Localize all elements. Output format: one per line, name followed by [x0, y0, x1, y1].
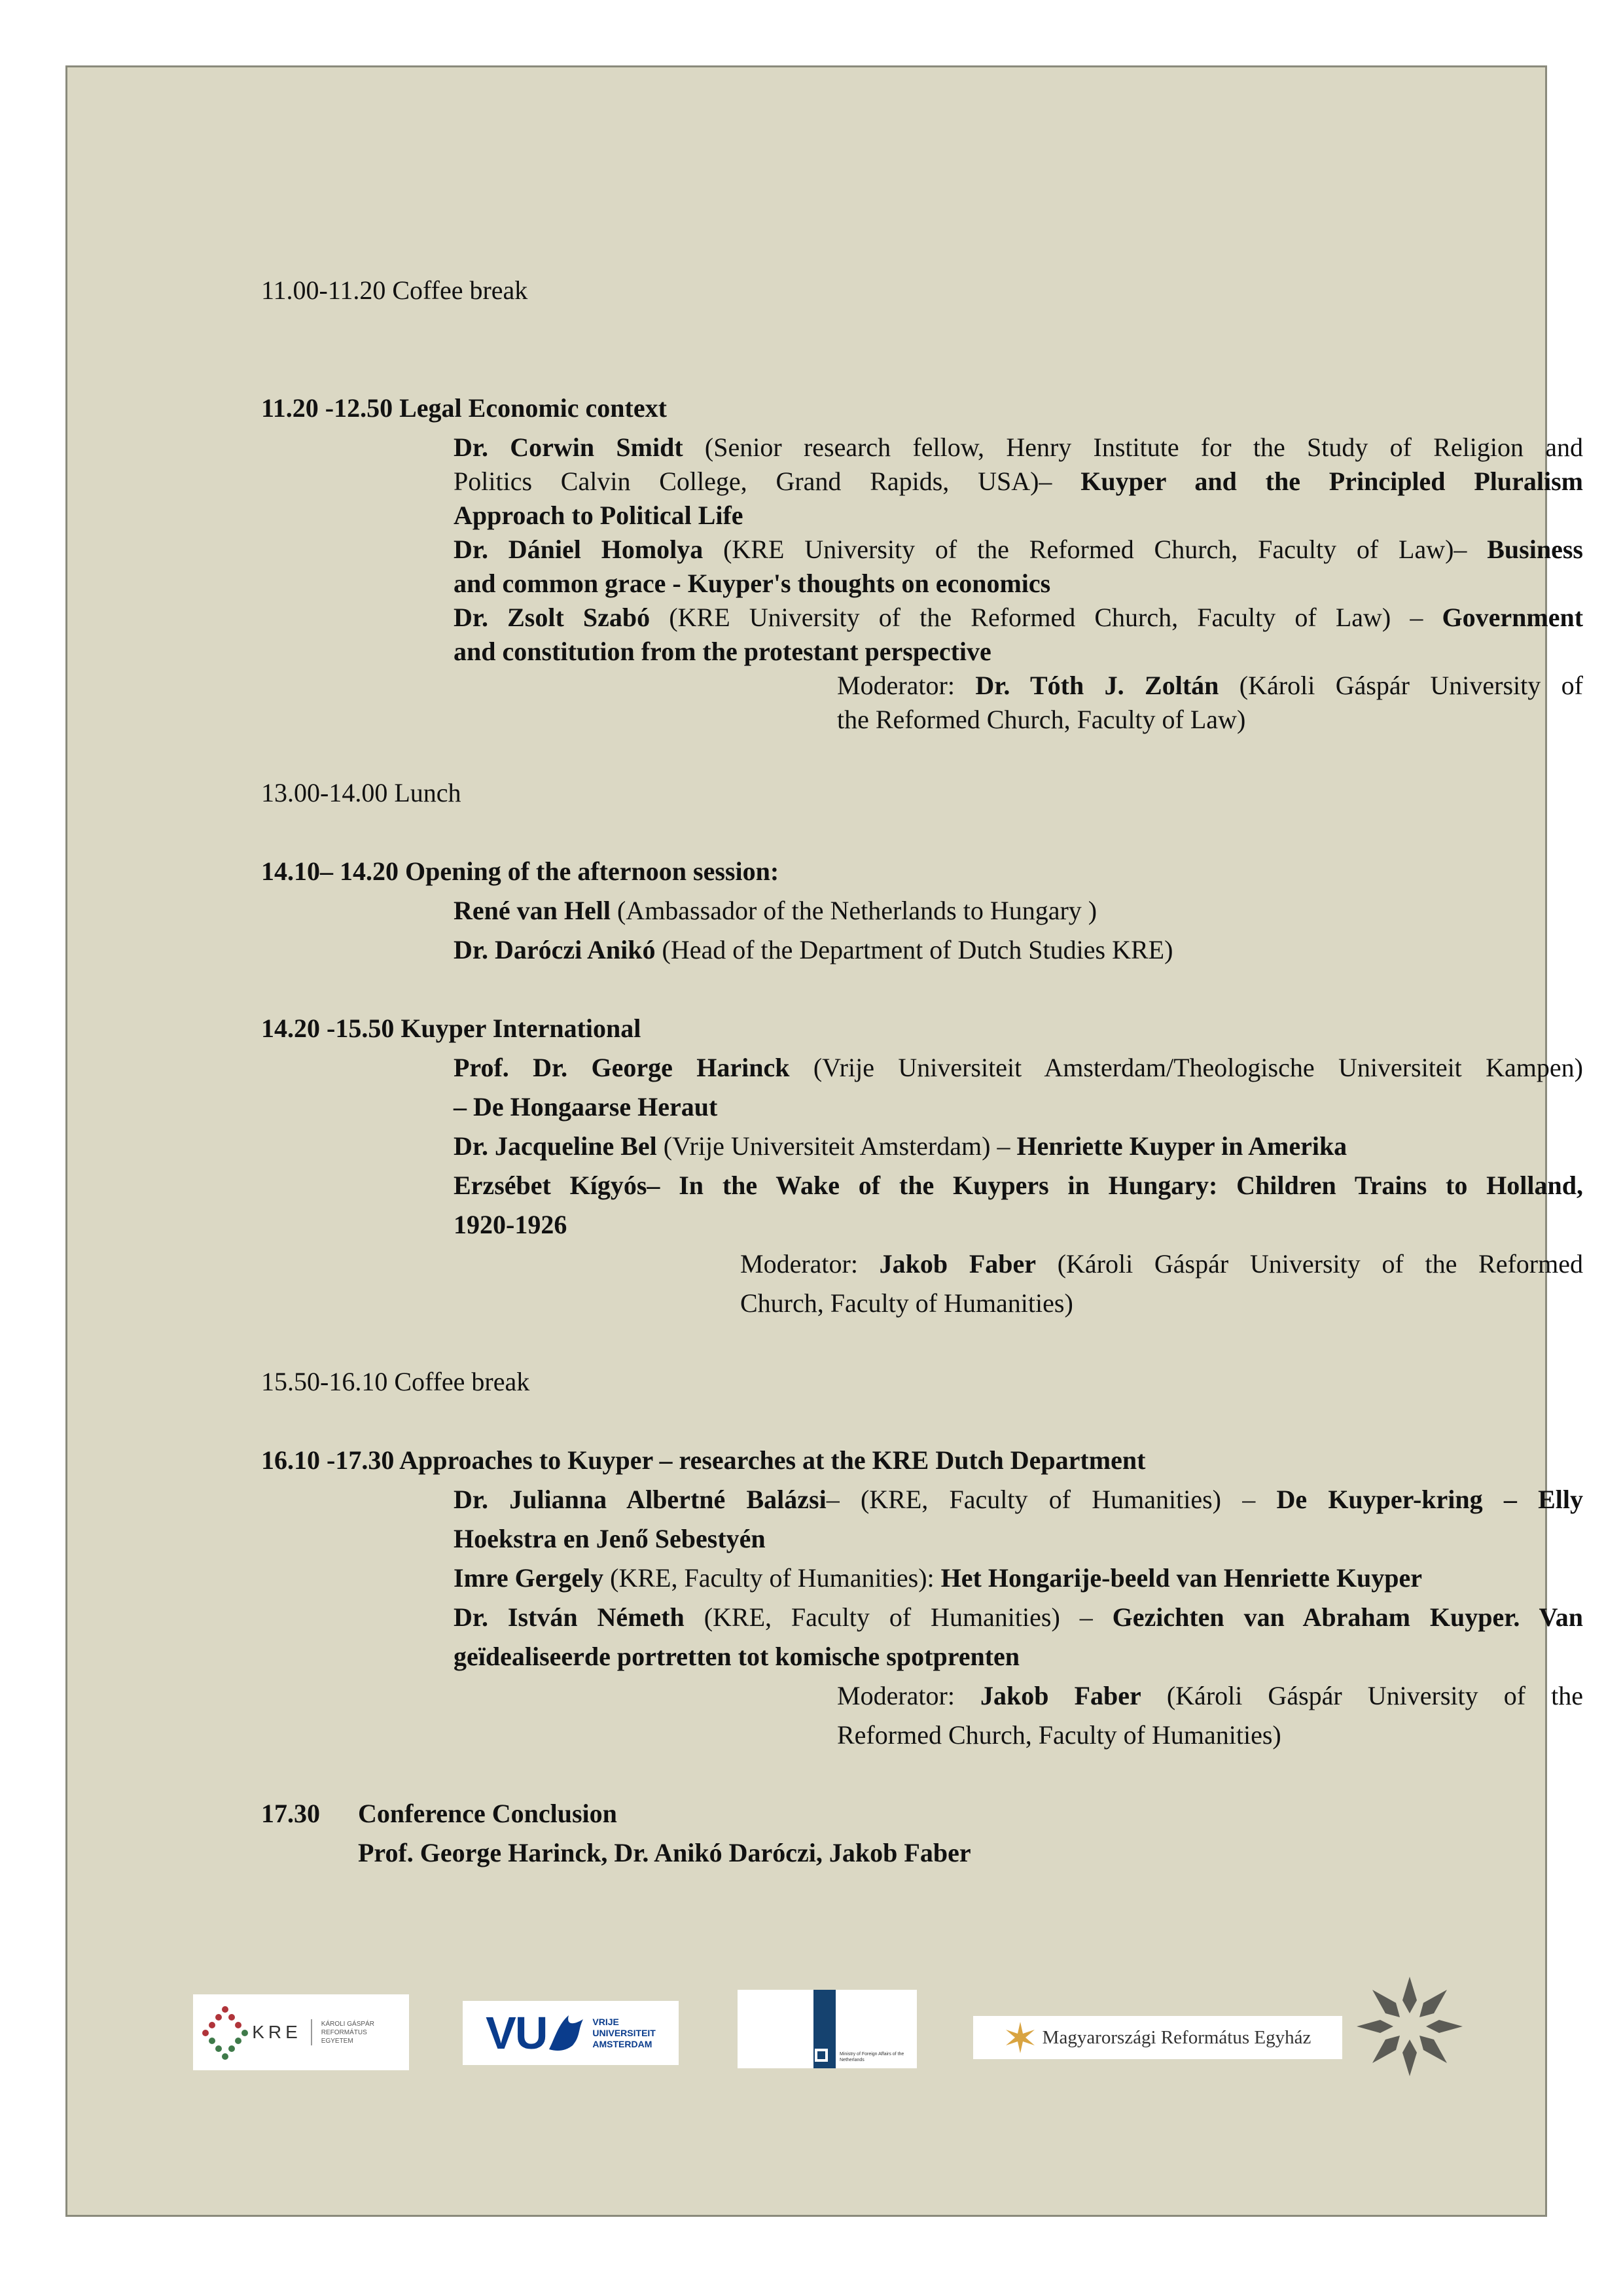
speaker-affiliation: (Ambassador of the Netherlands to Hungary )	[610, 896, 1097, 925]
talk-title: and common grace - Kuyper's thoughts on economics	[454, 569, 1051, 598]
moderator-affiliation: (Károli Gáspár University of the	[1141, 1681, 1583, 1710]
speaker-name: Dr. Daróczi Anikó	[454, 935, 656, 964]
speaker-affiliation: (Vrije Universiteit Amsterdam) –	[656, 1131, 1017, 1161]
crest-icon	[812, 2046, 830, 2064]
speaker-line	[454, 1129, 1347, 1163]
speaker-affiliation: – (KRE, Faculty of Humanities) –	[826, 1485, 1277, 1514]
talk-title: – De Hongaarse Heraut	[454, 1092, 718, 1122]
session-time: 15.50-16.10	[261, 1367, 388, 1396]
talk-title: Approach to Political Life	[454, 501, 743, 530]
ministry-logo	[738, 1990, 917, 2068]
speaker-name: Prof. Dr. George Harinck	[454, 1053, 790, 1082]
moderator-line	[740, 1247, 1583, 1281]
logo-divider	[311, 2019, 312, 2045]
speaker-name: René van Hell	[454, 896, 611, 925]
talk-title: Hoekstra en Jenő Sebestyén	[454, 1524, 766, 1553]
speaker-name: Imre Gergely	[454, 1563, 604, 1593]
kre-logo	[193, 1994, 409, 2070]
session-title: Conference Conclusion	[358, 1799, 617, 1828]
speaker-name: Dr. Dániel Homolya	[454, 535, 704, 564]
speaker-line: Erzsébet Kígyós– In the Wake of the Kuypers in Hungary: Children Trains to Holland,	[454, 1171, 1583, 1200]
moderator-affiliation: Church, Faculty of Humanities)	[740, 1288, 1073, 1318]
session-coffee-break-1	[261, 274, 527, 308]
speaker-line	[454, 465, 1583, 499]
vu-text-line: VRIJE	[592, 2016, 619, 2027]
speaker-affiliation: Politics Calvin College, Grand Rapids, USA)–	[454, 467, 1081, 496]
speaker-line	[454, 533, 1583, 567]
vu-text-line: UNIVERSITEIT	[592, 2027, 656, 2038]
moderator-affiliation: Reformed Church, Faculty of Humanities)	[837, 1720, 1281, 1750]
speaker-line	[454, 431, 1583, 465]
talk-title: and constitution from the protestant perspective	[454, 637, 991, 666]
talk-title: Government	[1442, 603, 1584, 632]
moderator-affiliation: the Reformed Church, Faculty of Law)	[837, 705, 1246, 734]
speaker-name: Dr. István Németh	[454, 1602, 685, 1632]
speaker-affiliation: (KRE, Faculty of Humanities):	[603, 1563, 941, 1593]
talk-title: Business	[1487, 535, 1583, 564]
speaker-line	[454, 1600, 1583, 1634]
griffin-icon	[546, 2010, 587, 2056]
moderator-label: Moderator:	[740, 1249, 880, 1279]
kre-diamond-icon	[202, 2003, 248, 2062]
kre-text: KÁROLI GÁSPÁR REFORMÁTUS EGYETEM	[321, 2020, 374, 2045]
talk-title: Kuyper and the Principled Pluralism	[1080, 467, 1583, 496]
speaker-affiliation: (Senior research fellow, Henry Institute for the Study of Religion and	[683, 433, 1583, 462]
session-heading-kuyper-international: 14.20 -15.50 Kuyper International	[261, 1014, 641, 1043]
speaker-name: Dr. Zsolt Szabó	[454, 603, 651, 632]
session-title: Lunch	[394, 778, 461, 807]
conclusion-speakers: Prof. George Harinck, Dr. Anikó Daróczi, Jakob Faber	[358, 1838, 971, 1867]
moderator-label: Moderator:	[837, 1681, 981, 1710]
talk-title: Het Hongarije-beeld van Henriette Kuyper	[940, 1563, 1423, 1593]
moderator-label: Moderator:	[837, 671, 976, 700]
kre-mark: KRE	[252, 2022, 302, 2042]
kk-star-logo-icon	[1357, 1977, 1463, 2076]
session-title: Coffee break	[392, 275, 528, 305]
speaker-affiliation: (KRE, Faculty of Humanities) –	[684, 1602, 1113, 1632]
talk-title: Gezichten van Abraham Kuyper. Van	[1112, 1602, 1584, 1632]
session-time: 17.30	[261, 1799, 320, 1828]
session-time: 11.00-11.20	[261, 275, 386, 305]
speaker-line	[454, 894, 1097, 928]
session-coffee-break-2	[261, 1365, 529, 1399]
speaker-name: Dr. Corwin Smidt	[454, 433, 683, 462]
moderator-line	[837, 669, 1583, 703]
moderator-name: Jakob Faber	[980, 1681, 1141, 1710]
speaker-name: Dr. Jacqueline Bel	[454, 1131, 657, 1161]
speaker-affiliation: (KRE University of the Reformed Church, Faculty of Law)–	[703, 535, 1488, 564]
ministry-text: Ministry of Foreign Affairs of the Netherlands	[840, 2052, 904, 2062]
vu-text	[592, 2017, 655, 2050]
mre-text: Magyarországi Református Egyház	[1042, 2026, 1311, 2048]
session-lunch	[261, 776, 461, 810]
moderator-affiliation: (Károli Gáspár University of	[1219, 671, 1583, 700]
talk-title: 1920-1926	[454, 1210, 567, 1239]
speaker-name: Dr. Julianna Albertné Balázsi	[454, 1485, 827, 1514]
talk-title: De Kuyper-kring – Elly	[1276, 1485, 1583, 1514]
moderator-name: Dr. Tóth J. Zoltán	[975, 671, 1219, 700]
mre-logo	[973, 2016, 1342, 2059]
vu-text-line: AMSTERDAM	[592, 2038, 652, 2049]
session-heading-approaches: 16.10 -17.30 Approaches to Kuyper – researches at the KRE Dutch Department	[261, 1445, 1146, 1475]
moderator-name: Jakob Faber	[879, 1249, 1037, 1279]
talk-title: Henriette Kuyper in Amerika	[1016, 1131, 1347, 1161]
speaker-line	[454, 933, 1173, 967]
speaker-line	[454, 1561, 1422, 1595]
speaker-affiliation: (Vrije Universiteit Amsterdam/Theologische Universiteit Kampen)	[789, 1053, 1583, 1082]
speaker-line	[454, 601, 1583, 635]
programme-panel	[65, 65, 1584, 2217]
vu-mark: VU	[486, 2007, 547, 2058]
speaker-affiliation: (Head of the Department of Dutch Studies KRE)	[655, 935, 1173, 964]
session-title: Coffee break	[394, 1367, 530, 1396]
speaker-line	[454, 1483, 1583, 1517]
moderator-affiliation: (Károli Gáspár University of the Reformed	[1036, 1249, 1583, 1279]
moderator-line	[837, 1679, 1583, 1713]
speaker-line	[454, 1051, 1583, 1085]
talk-title: geïdealiseerde portretten tot komische spotprenten	[454, 1642, 1020, 1671]
vu-logo	[463, 2001, 679, 2065]
sun-icon	[1005, 2022, 1036, 2053]
session-heading-opening: 14.10– 14.20 Opening of the afternoon session:	[261, 857, 779, 886]
speaker-affiliation: (KRE University of the Reformed Church, Faculty of Law) –	[650, 603, 1442, 632]
session-heading-legal-economic: 11.20 -12.50 Legal Economic context	[261, 393, 667, 423]
session-time: 13.00-14.00	[261, 778, 388, 807]
